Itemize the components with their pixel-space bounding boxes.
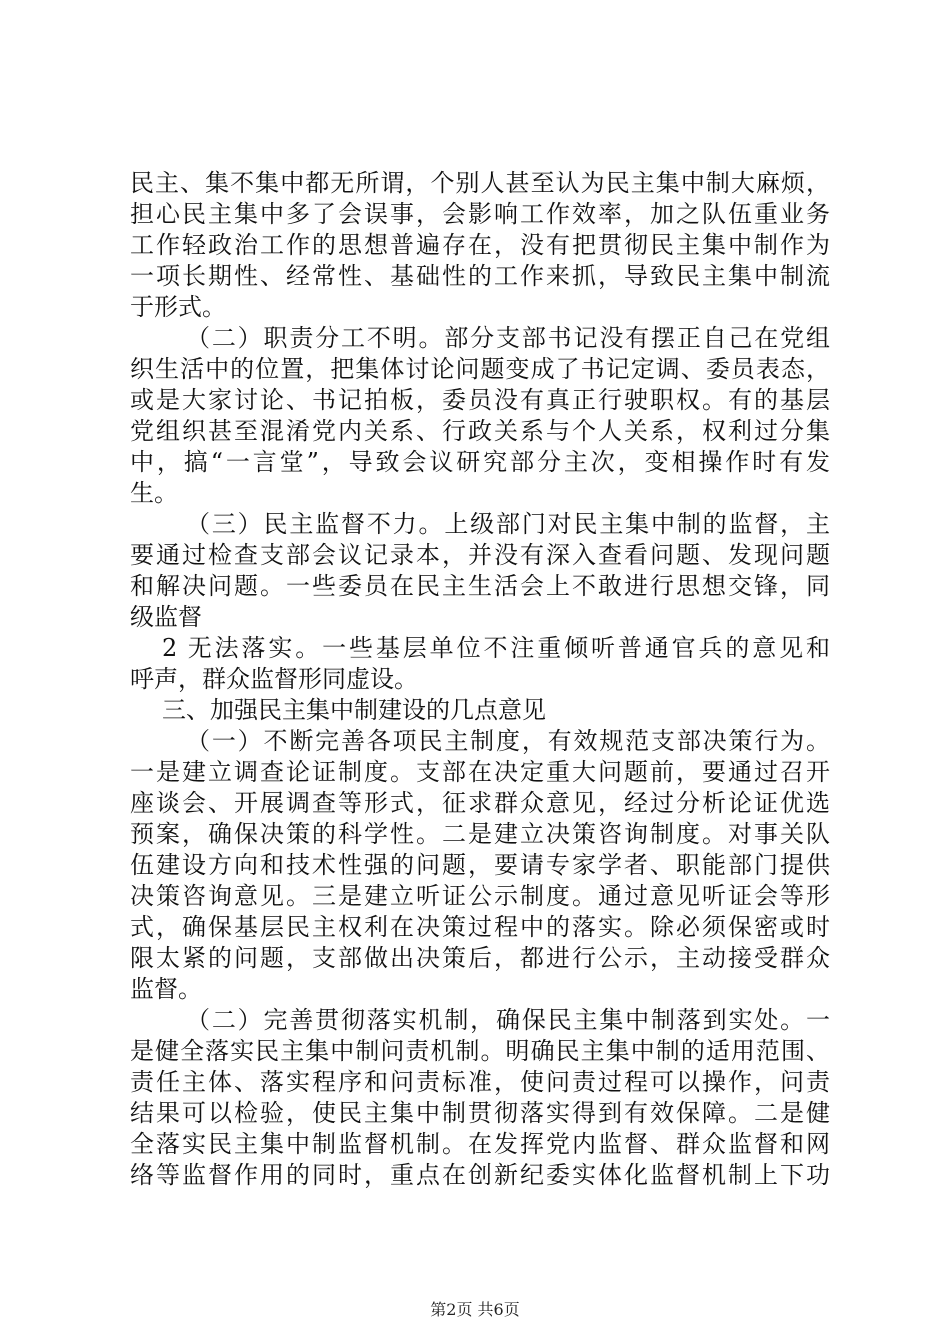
text-line: 呼声，群众监督形同虚设。: [130, 665, 418, 693]
text-line: 织生活中的位置，把集体讨论问题变成了书记定调、委员表态，: [130, 355, 830, 383]
text-line: 座谈会、开展调查等形式，征求群众意见，经过分析论证优选: [130, 789, 830, 817]
text-line: （三）民主监督不力。上级部门对民主集中制的监督，主: [186, 510, 830, 538]
text-line: 限太紧的问题，支部做出决策后，都进行公示，主动接受群众: [130, 944, 830, 972]
text-line: 工作轻政治工作的思想普遍存在，没有把贯彻民主集中制作为: [130, 231, 830, 259]
text-line: （二）完善贯彻落实机制，确保民主集中制落到实处。一: [186, 1006, 830, 1034]
text-line: 要通过检查支部会议记录本，并没有深入查看问题、发现问题: [130, 541, 830, 569]
text-line: 决策咨询意见。三是建立听证公示制度。通过意见听证会等形: [130, 882, 830, 910]
text-line: 生。: [130, 479, 178, 507]
text-line: 预案，确保决策的科学性。二是建立决策咨询制度。对事关队: [130, 820, 830, 848]
text-line: 级监督: [130, 603, 202, 631]
text-line: 式，确保基层民主权利在决策过程中的落实。除必须保密或时: [130, 913, 830, 941]
text-line: 于形式。: [130, 293, 226, 321]
page-number-footer: 第2页 共6页: [430, 1300, 520, 1319]
text-line: （二）职责分工不明。部分支部书记没有摆正自己在党组: [186, 324, 830, 352]
text-line: 结果可以检验，使民主集中制贯彻落实得到有效保障。二是健: [130, 1099, 830, 1127]
text-line: 中，搞“一言堂”，导致会议研究部分主次，变相操作时有发: [130, 448, 830, 476]
text-line: 络等监督作用的同时，重点在创新纪委实体化监督机制上下功: [130, 1161, 830, 1189]
body-text: [130, 168, 830, 1191]
text-line: 责任主体、落实程序和问责标准，使问责过程可以操作，问责: [130, 1068, 830, 1096]
text-line: 或是大家讨论、书记拍板，委员没有真正行驶职权。有的基层: [130, 386, 830, 414]
text-line: 民主、集不集中都无所谓，个别人甚至认为民主集中制大麻烦，: [130, 169, 830, 197]
text-line: 一项长期性、经常性、基础性的工作来抓，导致民主集中制流: [130, 262, 830, 290]
section-heading: 三、加强民主集中制建设的几点意见: [162, 696, 546, 724]
text-line: 一是建立调查论证制度。支部在决定重大问题前，要通过召开: [130, 758, 830, 786]
text-line: 监督。: [130, 975, 202, 1003]
text-line: 党组织甚至混淆党内关系、行政关系与个人关系，权利过分集: [130, 417, 830, 445]
text-line: 全落实民主集中制监督机制。在发挥党内监督、群众监督和网: [130, 1130, 830, 1158]
text-line: 伍建设方向和技术性强的问题，要请专家学者、职能部门提供: [130, 851, 830, 879]
text-line: 担心民主集中多了会误事，会影响工作效率，加之队伍重业务: [130, 200, 830, 228]
text-line: 是健全落实民主集中制问责机制。明确民主集中制的适用范围、: [130, 1037, 830, 1065]
text-line: （一）不断完善各项民主制度，有效规范支部决策行为。: [186, 727, 830, 755]
text-line: 和解决问题。一些委员在民主生活会上不敢进行思想交锋，同: [130, 572, 830, 600]
text-line: 2 无法落实。一些基层单位不注重倾听普通官兵的意见和: [162, 634, 830, 662]
